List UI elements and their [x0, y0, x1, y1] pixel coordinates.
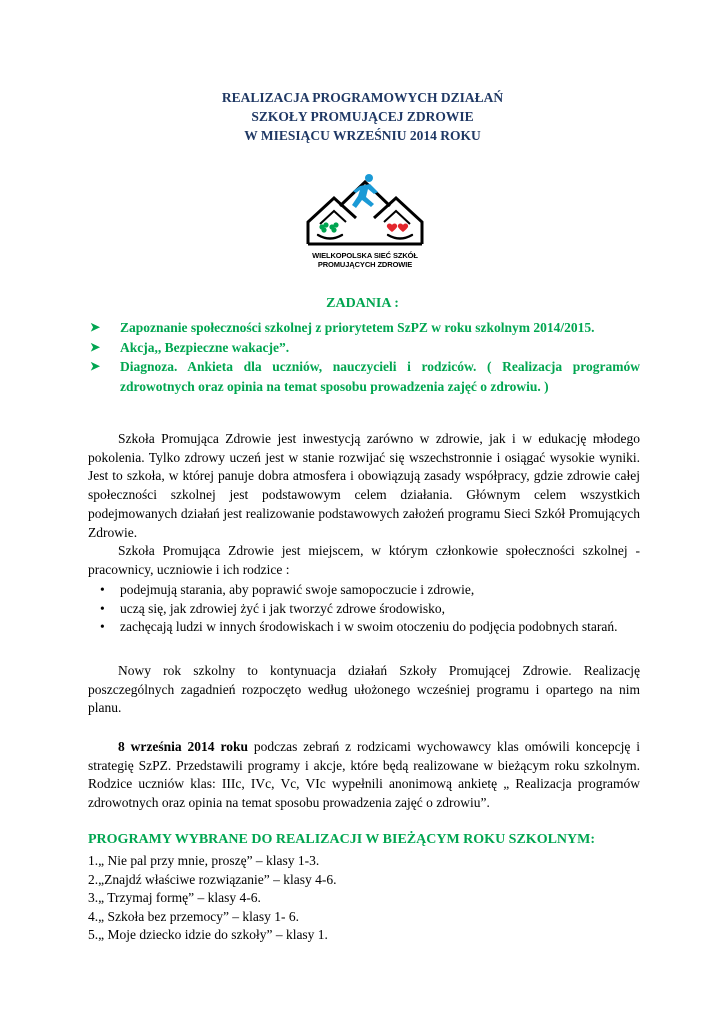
task-item [88, 338, 640, 358]
logo-caption-line-1: WIELKOPOLSKA SIEĆ SZKÓŁ [312, 251, 418, 260]
list-item [88, 600, 640, 619]
title-line-1: REALIZACJA PROGRAMOWYCH DZIAŁAŃ [221, 90, 504, 105]
clover-icons [319, 222, 338, 232]
program-item: 4.„ Szkoła bez przemocy” – klasy 1- 6. [88, 908, 300, 924]
heart-icons [387, 224, 408, 232]
arrow-bullet-icon: ➤ [90, 339, 101, 354]
list-item [88, 618, 640, 637]
task-item [88, 318, 640, 338]
task-text: Diagnoza. Ankieta dla uczniów, nauczycieli i rodziców. ( Realizacja programów zdrowotnych oraz opinia na temat sposobu prowadzenia zajęć o zdrowiu. ) [120, 359, 640, 394]
program-item: 3.„ Trzymaj formę” – klasy 4-6. [88, 890, 261, 905]
logo-left-smile [318, 235, 342, 239]
programs-heading: PROGRAMY WYBRANE DO REALIZACJI W BIEŻĄCYM ROKU SZKOLNYM: [88, 832, 596, 847]
tasks-heading: ZADANIA : [326, 296, 399, 311]
logo-right-smile [388, 235, 412, 239]
task-item [88, 357, 640, 396]
arrow-bullet-icon: ➤ [90, 359, 101, 373]
intro-paragraphs [88, 430, 640, 580]
logo-right-house [374, 198, 422, 244]
meeting-date: 8 września 2014 roku [118, 739, 248, 754]
paragraph-4-block [88, 738, 640, 813]
paragraph-3-block [88, 662, 640, 718]
program-item: 5.„ Moje dziecko idzie do szkoły” – klasy 1. [88, 927, 328, 942]
list-item-text: uczą się, jak zdrowiej żyć i jak tworzyć zdrowe środowisko, [120, 600, 446, 616]
logo-left-house [308, 198, 356, 244]
title-line-2: SZKOŁY PROMUJĄCEJ ZDROWIE [251, 109, 474, 124]
task-text: Zapoznanie społeczności szkolnej z priorytetem SzPZ w roku szkolnym 2014/2015. [120, 320, 595, 335]
title-line-3: W MIESIĄCU WRZEŚNIU 2014 ROKU [244, 128, 481, 143]
logo-caption-line-2: PROMUJĄCYCH ZDROWIE [317, 260, 413, 269]
list-item-text: podejmują starania, aby poprawić swoje samopoczucie i zdrowie, [120, 582, 475, 597]
program-item: 1.„ Nie pal przy mnie, proszę” – klasy 1-3. [88, 853, 320, 868]
logo-caption [300, 251, 430, 269]
task-text: Akcja,, Bezpieczne wakacje”. [120, 339, 290, 355]
bullet-dot-icon: • [100, 582, 105, 597]
paragraph-1: Szkoła Promująca Zdrowie jest inwestycją zarówno w zdrowie, jak i w edukację młodego pokolenia. Tylko zdrowy uczeń jest w stanie rozwijać się wszechstronnie i osiągać wysokie wyniki. Jest to szkoła, w której panuje dobra atmosfera i obowiązują zasady współpracy, gdzie zdrowie całej społeczności szkolnej jest podstawowym celem działania. Głównym celem wszystkich podejmowanych działań jest realizowanie podstawowych założeń programu Sieci Szkół Promujących Zdrowie. [88, 431, 640, 540]
paragraph-4 [88, 738, 640, 813]
list-item [88, 581, 640, 600]
bullet-dot-icon: • [100, 600, 105, 616]
runner-icon [352, 174, 378, 208]
document-title [0, 88, 725, 145]
bullet-dot-icon: • [100, 619, 105, 635]
tasks-list [88, 318, 640, 396]
program-item: 2.„Znajdź właściwe rozwiązanie” – klasy 4-6. [88, 871, 337, 887]
arrow-bullet-icon: ➤ [90, 320, 101, 334]
programs-list [88, 852, 640, 945]
bullet-list [88, 581, 640, 637]
paragraph-2: Szkoła Promująca Zdrowie jest miejscem, w którym członkowie społeczności szkolnej - pracownicy, uczniowie i ich rodzice : [88, 543, 640, 577]
paragraph-3: Nowy rok szkolny to kontynuacja działań Szkoły Promującej Zdrowie. Realizację poszczególnych zagadnień rozpoczęto według ułożonego wcześniej programu i opartego na nim planu. [88, 663, 640, 716]
list-item-text: zachęcają ludzi w innych środowiskach i w swoim otoczeniu do podjęcia podobnych starań. [120, 619, 618, 635]
paragraph-4-text: podczas zebrań z rodzicami wychowawcy klas omówili koncepcję i strategię SzPZ. Przedstawili programy i akcje, które będą realizowane w bieżącym roku szkolnym. Rodzice uczniów klas: IIIc, IVc, Vc, VIc wypełnili anonimową ankietę „ Realizacja programów zdrowotnych oraz opinia na temat sposobu prowadzenia zajęć o zdrowiu”. [88, 739, 640, 811]
